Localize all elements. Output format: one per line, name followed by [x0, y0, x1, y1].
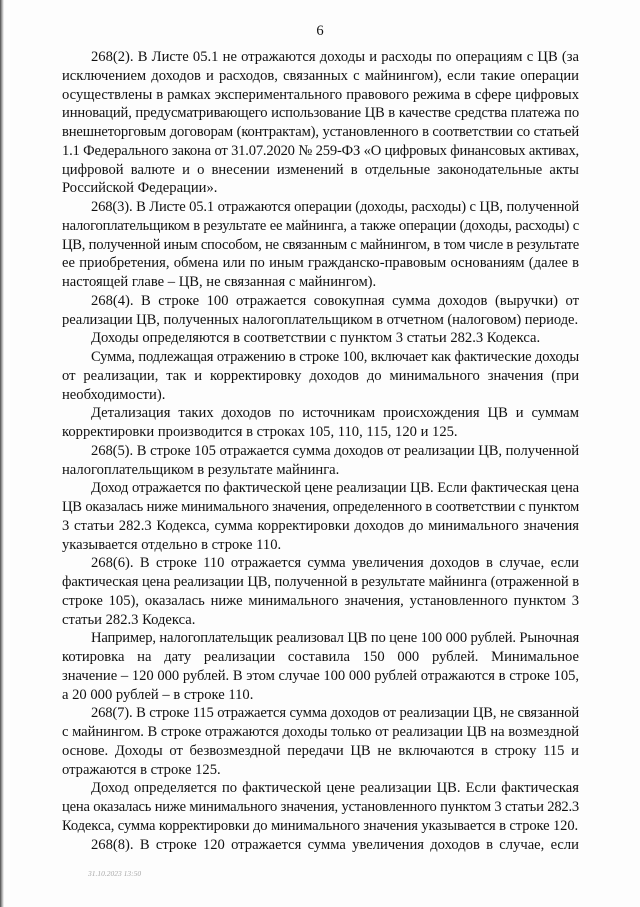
text-line: цифровой валюте и о внесении изменений в отдельные законодательные акты — [62, 161, 579, 178]
paragraph — [62, 442, 579, 480]
text-line: котировка на дату реализации составила 150 000 рублей. Минимальное — [62, 649, 579, 665]
text-line: строке 105), оказалась ниже минимального значения, установленного пунктом 3 — [62, 592, 579, 609]
paragraph — [62, 779, 579, 835]
text-line: Например, налогоплательщик реализовал ЦВ по цене 100 000 рублей. Рыночная — [91, 630, 579, 647]
text-line: Доход отражается по фактической цене реализации ЦВ. Если фактическая цена — [91, 480, 579, 497]
text-line: фактическая цена реализации ЦВ, полученной в результате майнинга (отраженной в — [62, 574, 579, 590]
text-line: Доход определяется по фактической цене реализации ЦВ. Если фактическая — [91, 780, 579, 797]
paragraph — [62, 329, 579, 348]
text-line: Кодекса, сумма корректировки до минимального значения указывается в строке 120. — [62, 817, 579, 834]
text-line: ее приобретения, обмена или по иным гражданско-правовым основаниям (далее в — [62, 255, 579, 272]
text-line: 268(3). В Листе 05.1 отражаются операции (доходы, расходы) с ЦВ, полученной — [91, 199, 579, 215]
paragraph — [62, 554, 579, 629]
footer-timestamp: 31.10.2023 13:50 — [88, 869, 142, 878]
text-line: отражаются в строке 125. — [62, 761, 221, 778]
text-line: настоящей главе – ЦВ, не связанная с майнингом). — [62, 274, 377, 290]
text-line: ЦВ, полученной иным способом, не связанным с майнингом, в том числе в результате — [62, 236, 579, 253]
text-line: основе. Доходы от безвозмездной передачи ЦВ не включаются в строку 115 и — [62, 742, 579, 759]
text-line: налогоплательщиком в результате ее майнинга, а также операции (доходы, расходы) с — [62, 217, 579, 234]
document-body — [62, 48, 579, 854]
text-line: а 20 000 рублей – в строке 110. — [62, 686, 254, 703]
paragraph — [62, 629, 579, 704]
paragraph — [62, 198, 579, 292]
text-line: 268(5). В строке 105 отражается сумма доходов от реализации ЦВ, полученной — [91, 442, 579, 459]
text-line: 268(7). В строке 115 отражается сумма доходов от реализации ЦВ, не связанной — [91, 705, 579, 722]
paragraph — [62, 404, 579, 442]
scan-edge — [0, 0, 4, 907]
text-line: Российской Федерации». — [62, 180, 218, 197]
text-line: исключением доходов и расходов, связанных с майнингом), если такие операции — [62, 67, 579, 84]
text-line: корректировки производится в строках 105, 110, 115, 120 и 125. — [62, 424, 458, 440]
text-line: 268(4). В строке 100 отражается совокупная сумма доходов (выручки) от — [91, 292, 579, 309]
paragraph — [62, 836, 579, 855]
text-line: цена оказалась ниже минимального значения, установленного пунктом 3 статьи 282.3 — [62, 799, 579, 815]
text-line: 268(2). В Листе 05.1 не отражаются доходы и расходы по операциям с ЦВ (за — [91, 49, 579, 65]
text-line: осуществлены в рамках экспериментального правового режима в сфере цифровых — [62, 86, 579, 103]
text-line: Сумма, подлежащая отражению в строке 100, включает как фактические доходы — [91, 349, 579, 365]
text-line: с майнингом. В строке отражаются доходы только от реализации ЦВ на возмездной — [62, 724, 579, 740]
paragraph — [62, 48, 579, 198]
text-line: налогоплательщиком в результате майнинга. — [62, 461, 340, 478]
text-line: внешнеторговым договорам (контрактам), установленного в соответствии со статьей — [62, 124, 579, 140]
text-line: 3 статьи 282.3 Кодекса, сумма корректировки доходов до минимального значения — [62, 517, 579, 534]
text-line: указывается отдельно в строке 110. — [62, 536, 282, 553]
paragraph — [62, 348, 579, 404]
text-line: инноваций, предусматривающего использование ЦВ в качестве средства платежа по — [62, 105, 579, 122]
text-line: Детализация таких доходов по источникам происхождения ЦВ и суммам — [91, 405, 579, 422]
text-line: Доходы определяются в соответствии с пунктом 3 статьи 282.3 Кодекса. — [91, 330, 541, 347]
text-line: от реализации, так и корректировку доходов до минимального значения (при — [62, 367, 579, 384]
text-line: реализации ЦВ, полученных налогоплательщиком в отчетном (налоговом) периоде. — [62, 311, 579, 328]
text-line: статьи 282.3 Кодекса. — [62, 611, 196, 628]
text-line: необходимости). — [62, 386, 166, 403]
paragraph — [62, 479, 579, 554]
text-line: значение – 120 000 рублей. В этом случае 100 000 рублей отражаются в строке 105, — [62, 667, 579, 684]
text-line: 268(8). В строке 120 отражается сумма увеличения доходов в случае, если — [91, 836, 579, 853]
text-line: 1.1 Федерального закона от 31.07.2020 № 259-ФЗ «О цифровых финансовых активах, — [62, 142, 579, 159]
text-line: ЦВ оказалась ниже минимального значения, определенного в соответствии с пунктом — [62, 499, 579, 515]
page-number: 6 — [316, 23, 324, 39]
paragraph — [62, 704, 579, 779]
paragraph — [62, 292, 579, 330]
text-line: 268(6). В строке 110 отражается сумма увеличения доходов в случае, если — [91, 555, 579, 572]
